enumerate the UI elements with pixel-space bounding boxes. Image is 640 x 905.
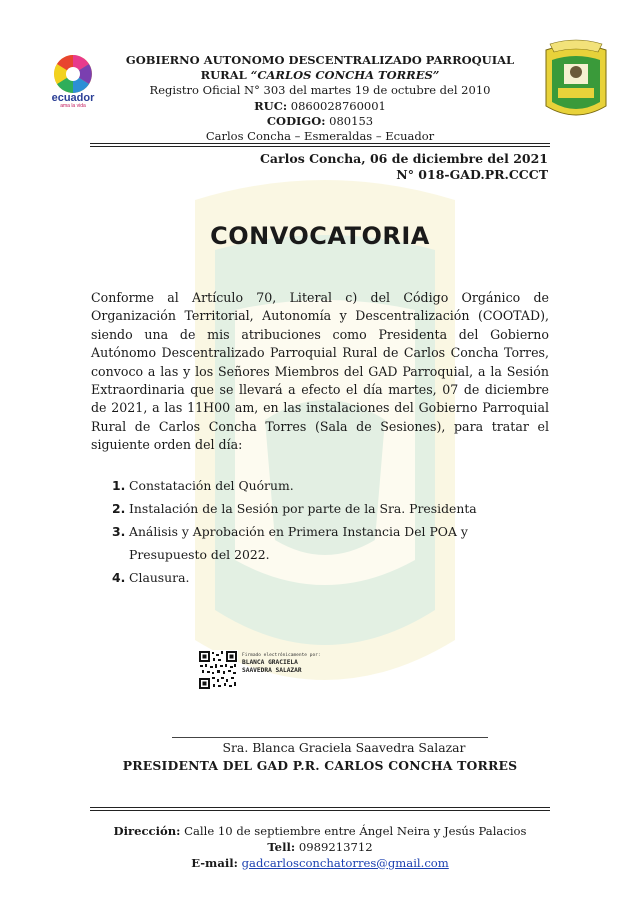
- place-date: Carlos Concha, 06 de diciembre del 2021: [259, 151, 548, 166]
- letterhead: [120, 53, 520, 144]
- document-number: N° 018-GAD.PR.CCCT: [396, 167, 548, 182]
- footer-divider-secondary: [90, 810, 550, 811]
- location-line: Carlos Concha – Esmeraldas – Ecuador: [205, 129, 435, 144]
- svg-text:ama la vida: ama la vida: [60, 103, 86, 108]
- signature-line: [172, 737, 488, 738]
- body-paragraph: Conforme al Artículo 70, Literal c) del Código Orgánico de Organización Territorial, Autonomía y Descentralización (COOTAD), siendo una de mis atribuciones como Presidenta del Gobierno Autónomo Descentralizado Parroquial Rural de Carlos Concha Torres, convoco a las y los Señores Miembros del GAD Parroquial, a la Sesión Extraordinaria que se llevará a efecto el día martes, 07 de diciembre de 2021, a las 11H00 am, en las instalaciones del Gobierno Parroquial Rural de Carlos Concha Torres (Sala de Sesiones), para tratar el siguiente orden del día:: [91, 290, 549, 453]
- agenda-item: 4. Clausura.: [112, 570, 190, 585]
- institution-name: GOBIERNO AUTONOMO DESCENTRALIZADO PARROQUIAL: [125, 53, 515, 67]
- signature-stamp-text: [242, 650, 321, 692]
- stamp-caption: Firmado electrónicamente por:: [242, 653, 321, 658]
- institution-name-line2: RURAL “CARLOS CONCHA TORRES”: [200, 68, 440, 83]
- codigo-line: CODIGO: 080153: [266, 113, 374, 128]
- document-title: CONVOCATORIA: [210, 222, 430, 250]
- ruc-line: RUC: 0860028760001: [254, 98, 386, 113]
- footer: [0, 824, 640, 871]
- email-link[interactable]: gadcarlosconchatorres@gmail.com: [241, 855, 449, 870]
- phone-line: Tell: 0989213712: [267, 839, 373, 854]
- agenda-item: 3. Análisis y Aprobación en Primera Instancia Del POA y: [112, 524, 468, 539]
- qr-code-icon: [198, 650, 238, 690]
- agenda-item: 2. Instalación de la Sesión por parte de la Sra. Presidenta: [112, 501, 477, 516]
- stamp-name-line2: SAAVEDRA SALAZAR: [242, 666, 302, 674]
- footer-divider: [90, 807, 550, 808]
- agenda-item: 1. Constatación del Quórum.: [112, 478, 294, 493]
- agenda-list: [112, 474, 552, 589]
- header-divider: [90, 143, 550, 144]
- signer-name: Sra. Blanca Graciela Saavedra Salazar: [222, 740, 466, 755]
- address-line: Dirección: Calle 10 de septiembre entre Ángel Neira y Jesús Palacios: [113, 824, 527, 838]
- svg-text:ecuador: ecuador: [51, 92, 95, 104]
- electronic-signature-stamp: [198, 650, 324, 692]
- stamp-name-line1: BLANCA GRACIELA: [242, 659, 298, 666]
- agenda-item-continuation: Presupuesto del 2022.: [129, 547, 270, 562]
- registro-oficial: Registro Oficial N° 303 del martes 19 de octubre del 2010: [149, 83, 491, 98]
- signer-role: PRESIDENTA DEL GAD P.R. CARLOS CONCHA TORRES: [122, 758, 518, 773]
- gad-carlos-concha-torres-crest: [540, 36, 612, 124]
- place-date-block: [260, 151, 548, 183]
- header-divider-secondary: [90, 146, 550, 147]
- ecuador-ama-la-vida-logo: [34, 52, 112, 108]
- email-line: E-mail: gadcarlosconchatorres@gmail.com: [191, 855, 449, 870]
